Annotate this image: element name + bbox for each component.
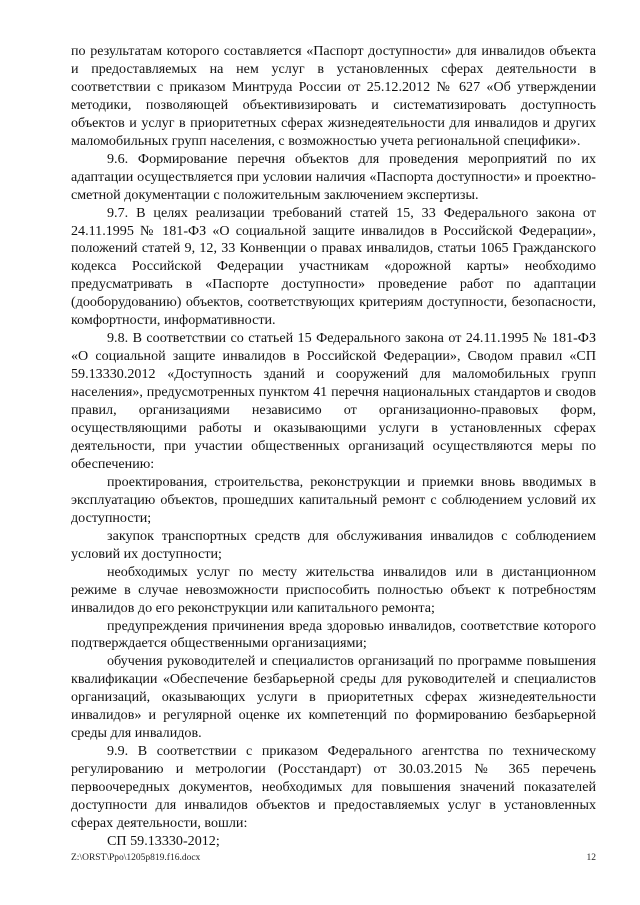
document-body: [71, 43, 596, 851]
paragraph-9-8: 9.8. В соответствии со статьей 15 Федерального закона от 24.11.1995 № 181-ФЗ «О социальной защите инвалидов в Российской Федерации», Сводом правил «СП 59.13330.2012 «Доступность зданий и сооружений для маломобильных групп населения», предусмотренных пунктом 41 перечня национальных стандартов и сводов правил, организациями независимо от организационно-правовых форм, осуществляющими работы и оказывающими услуги в установленных сферах деятельности, при участии общественных организаций осуществляются меры по обеспечению:: [71, 330, 596, 472]
paragraph-continuation: по результатам которого составляется «Паспорт доступности» для инвалидов объекта и предоставляемых на нем услуг в установленных сферах деятельности в соответствии с приказом Минтруда России от 25.12.2012 № 627 «Об утверждении методики, позволяющей объективизировать и систематизировать доступность объектов и услуг в приоритетных сферах жизнедеятельности для инвалидов и других маломобильных групп населения, с возможностью учета региональной специфики».: [71, 43, 596, 149]
list-item-design-construction: проектирования, строительства, реконструкции и приемки вновь вводимых в эксплуатацию объектов, прошедших капитальный ремонт с соблюдением условий их доступности;: [71, 473, 596, 526]
page-number: 12: [586, 853, 596, 863]
list-item-sp-59: СП 59.13330-2012;: [107, 832, 220, 849]
list-item-staff-training: обучения руководителей и специалистов организаций по программе повышения квалификации «Обеспечение безбарьерной среды для руководителей и специалистов организаций, оказывающих услуги в приоритетных сферах жизнедеятельности инвалидов» и регулярной оценке их компетенций по формированию безбарьерной среды для инвалидов.: [71, 653, 596, 742]
footer-file-path: Z:\ORST\Ppo\1205p819.f16.docx: [71, 853, 201, 863]
paragraph-9-6: 9.6. Формирование перечня объектов для проведения мероприятий по их адаптации осуществляется при условии наличия «Паспорта доступности» и проектно-сметной документации с положительным заключением экспертизы.: [71, 150, 596, 203]
list-item-harm-prevention: предупреждения причинения вреда здоровью инвалидов, соответствие которого подтверждается общественными организациями;: [71, 617, 596, 652]
list-item-remote-services: необходимых услуг по месту жительства инвалидов или в дистанционном режиме в случае невозможности приспособить полностью объект к потребностям инвалидов до его реконструкции или капитального ремонта;: [71, 563, 596, 616]
paragraph-9-9: 9.9. В соответствии с приказом Федерального агентства по техническому регулированию и метрологии (Росстандарт) от 30.03.2015 № 365 перечень первоочередных документов, необходимых для повышения значений показателей доступности для инвалидов объектов и предоставляемых услуг в установленных сферах деятельности, вошли:: [71, 743, 596, 831]
paragraph-9-7: 9.7. В целях реализации требований статей 15, 33 Федерального закона от 24.11.1995 № 181-ФЗ «О социальной защите инвалидов в Российской Федерации», положений статей 9, 12, 33 Конвенции о правах инвалидов, статьи 1065 Гражданского кодекса Российской Федерации участникам «дорожной карты» необходимо предусматривать в «Паспорте доступности» проведение работ по адаптации (дооборудованию) объектов, соответствующих критериям доступности, безопасности, комфортности, информативности.: [71, 204, 596, 329]
list-item-vehicle-purchase: закупок транспортных средств для обслуживания инвалидов с соблюдением условий их доступности;: [71, 527, 596, 562]
